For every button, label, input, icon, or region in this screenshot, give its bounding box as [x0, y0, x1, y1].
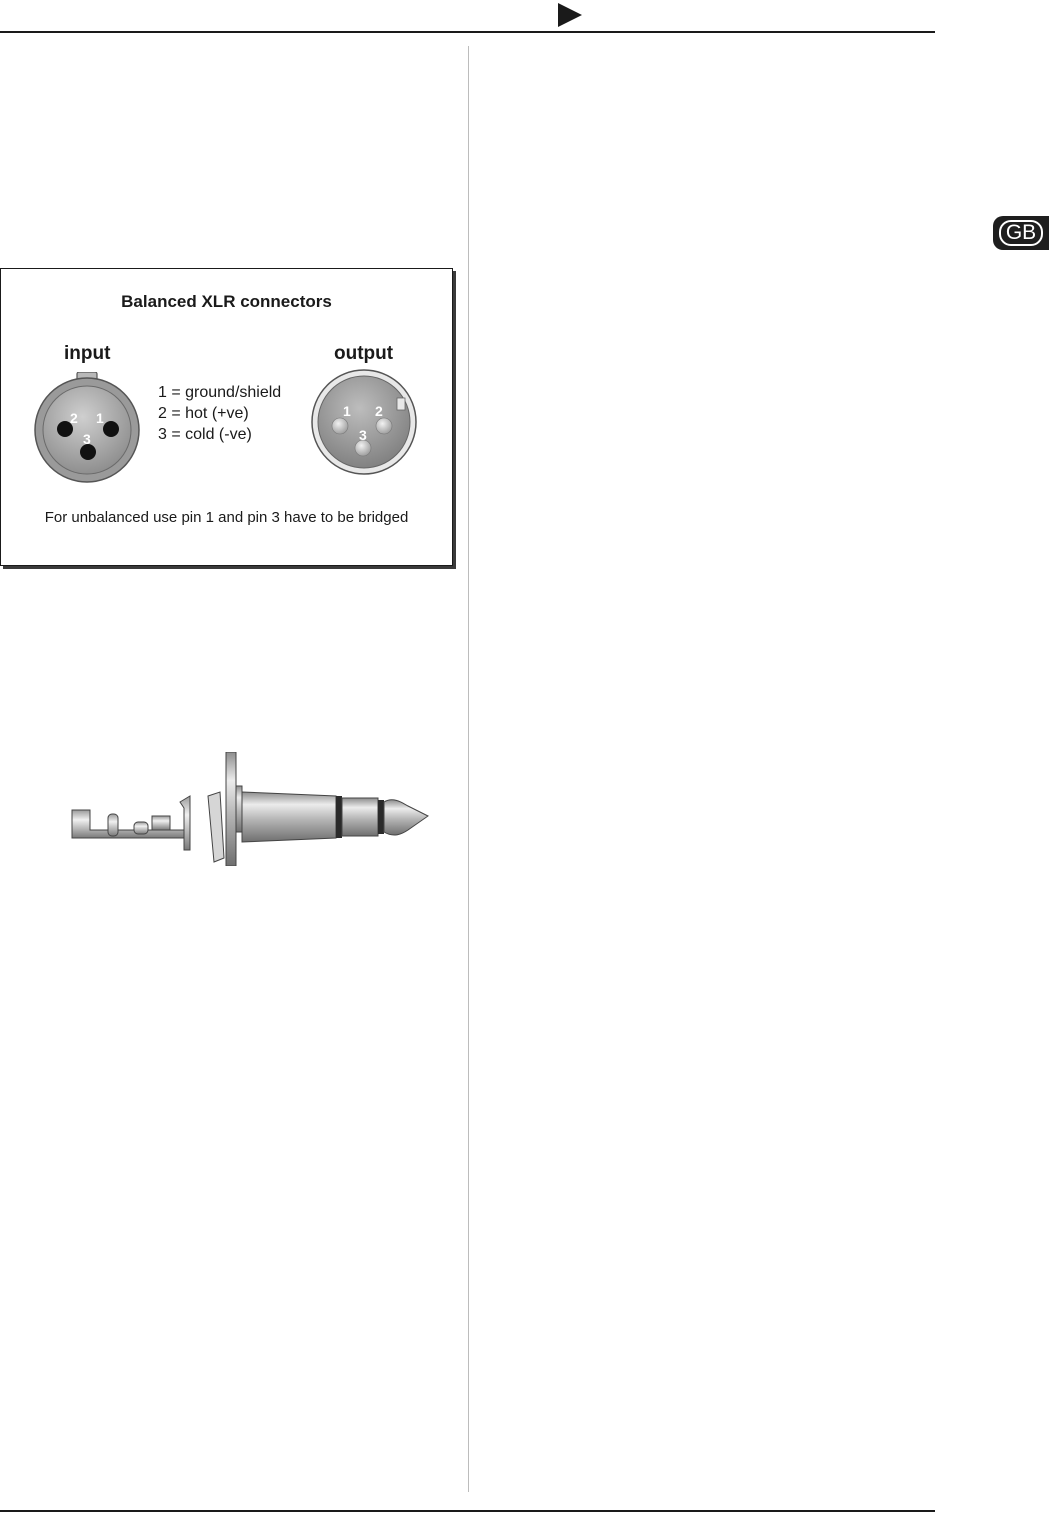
stereo-jack-plug-illustration [68, 752, 430, 866]
male-pin-label: 2 [375, 403, 383, 419]
language-tab [993, 216, 1049, 250]
figure-title: Balanced XLR connectors [121, 292, 332, 311]
pin-legend [158, 382, 281, 445]
xlr-female-connector-illustration [34, 372, 140, 484]
male-pin-label: 3 [359, 427, 367, 443]
language-tab-label: GB [999, 220, 1043, 246]
pin-legend-item: 2 = hot (+ve) [158, 405, 249, 422]
pin-legend-item: 1 = ground/shield [158, 384, 282, 401]
top-rule [0, 31, 935, 33]
male-pin-label: 1 [343, 403, 351, 419]
input-label: input [64, 343, 111, 364]
bottom-rule [0, 1510, 935, 1512]
figure-note: For unbalanced use pin 1 and pin 3 have to be bridged [44, 509, 409, 526]
female-pin-label: 2 [70, 410, 78, 426]
xlr-male-connector-illustration [310, 356, 418, 476]
play-triangle-icon [557, 2, 583, 28]
female-pin-label: 1 [96, 410, 104, 426]
female-pin-label: 3 [83, 431, 91, 447]
output-label: output [334, 343, 394, 364]
column-divider [468, 46, 469, 1492]
pin-legend-item: 3 = cold (-ve) [158, 426, 252, 443]
